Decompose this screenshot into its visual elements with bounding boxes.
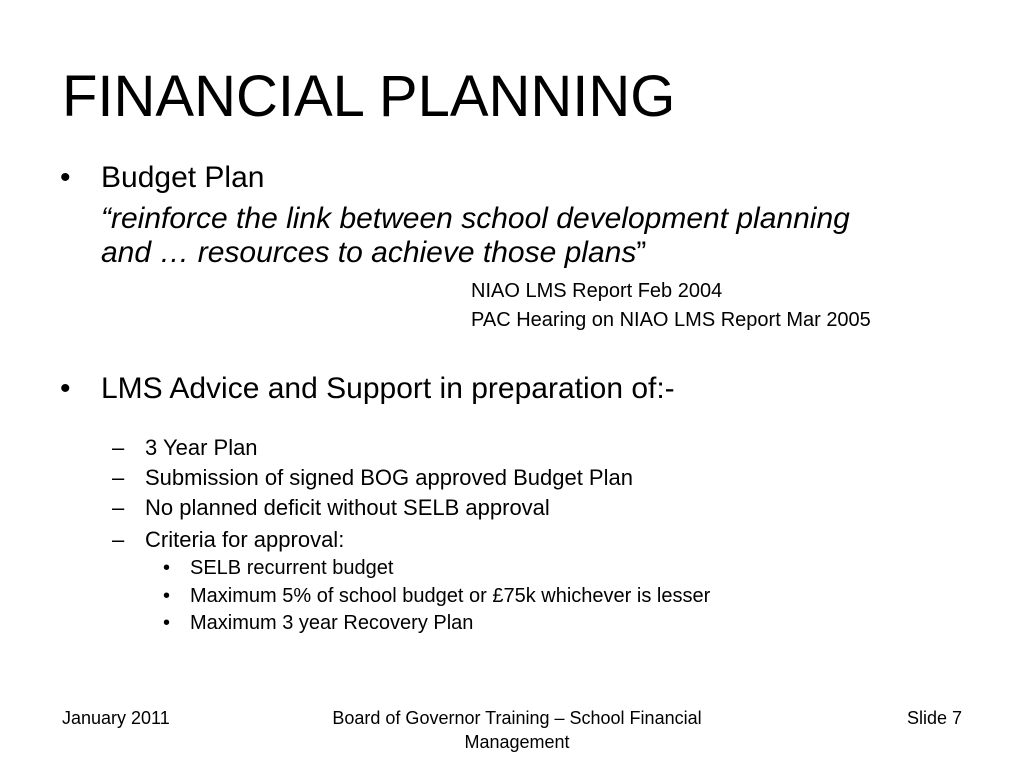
criteria-label: Maximum 3 year Recovery Plan bbox=[190, 612, 474, 634]
bullet-dot: • bbox=[163, 585, 171, 607]
sub-item-label: No planned deficit without SELB approval bbox=[145, 495, 550, 520]
bullet-dot: • bbox=[60, 372, 71, 405]
quote-line-2: and … resources to achieve those plans” bbox=[101, 236, 647, 269]
citation-niao: NIAO LMS Report Feb 2004 bbox=[471, 280, 723, 302]
bullet-dot: • bbox=[163, 557, 171, 579]
criteria-label: Maximum 5% of school budget or £75k whichever is lesser bbox=[190, 585, 711, 607]
sub-item-label: 3 Year Plan bbox=[145, 435, 258, 460]
sub-item-label: Submission of signed BOG approved Budget Plan bbox=[145, 465, 633, 490]
criteria-label: SELB recurrent budget bbox=[190, 557, 394, 579]
bullet-dot: • bbox=[163, 612, 171, 634]
bullet-budget-plan bbox=[0, 161, 1024, 195]
budget-plan-quote bbox=[101, 202, 850, 270]
footer-center-title: Board of Governor Training – School Financial Management bbox=[332, 708, 702, 752]
footer-slide-number: Slide 7 bbox=[906, 708, 962, 728]
criteria-item-max-5-percent bbox=[0, 584, 1024, 608]
dash: – bbox=[112, 465, 125, 490]
sub-item-budget-plan bbox=[0, 465, 1024, 491]
bullet-label: Budget Plan bbox=[101, 161, 265, 194]
citation-pac: PAC Hearing on NIAO LMS Report Mar 2005 bbox=[471, 309, 871, 331]
sub-item-label: Criteria for approval: bbox=[145, 527, 345, 552]
slide-title: FINANCIAL PLANNING bbox=[62, 64, 676, 129]
dash: – bbox=[112, 435, 125, 460]
criteria-item-recovery-plan bbox=[0, 611, 1024, 635]
bullet-lms-advice bbox=[0, 372, 1024, 406]
dash: – bbox=[112, 495, 125, 520]
bullet-dot: • bbox=[60, 161, 71, 194]
sub-item-criteria bbox=[0, 527, 1024, 553]
sub-item-no-deficit bbox=[0, 495, 1024, 521]
dash: – bbox=[112, 527, 125, 552]
quote-line-1: “reinforce the link between school development planning bbox=[101, 202, 850, 235]
bullet-label: LMS Advice and Support in preparation of:- bbox=[101, 372, 675, 405]
footer-date: January 2011 bbox=[62, 708, 170, 728]
sub-item-3-year-plan bbox=[0, 435, 1024, 461]
criteria-item-recurrent-budget bbox=[0, 556, 1024, 580]
